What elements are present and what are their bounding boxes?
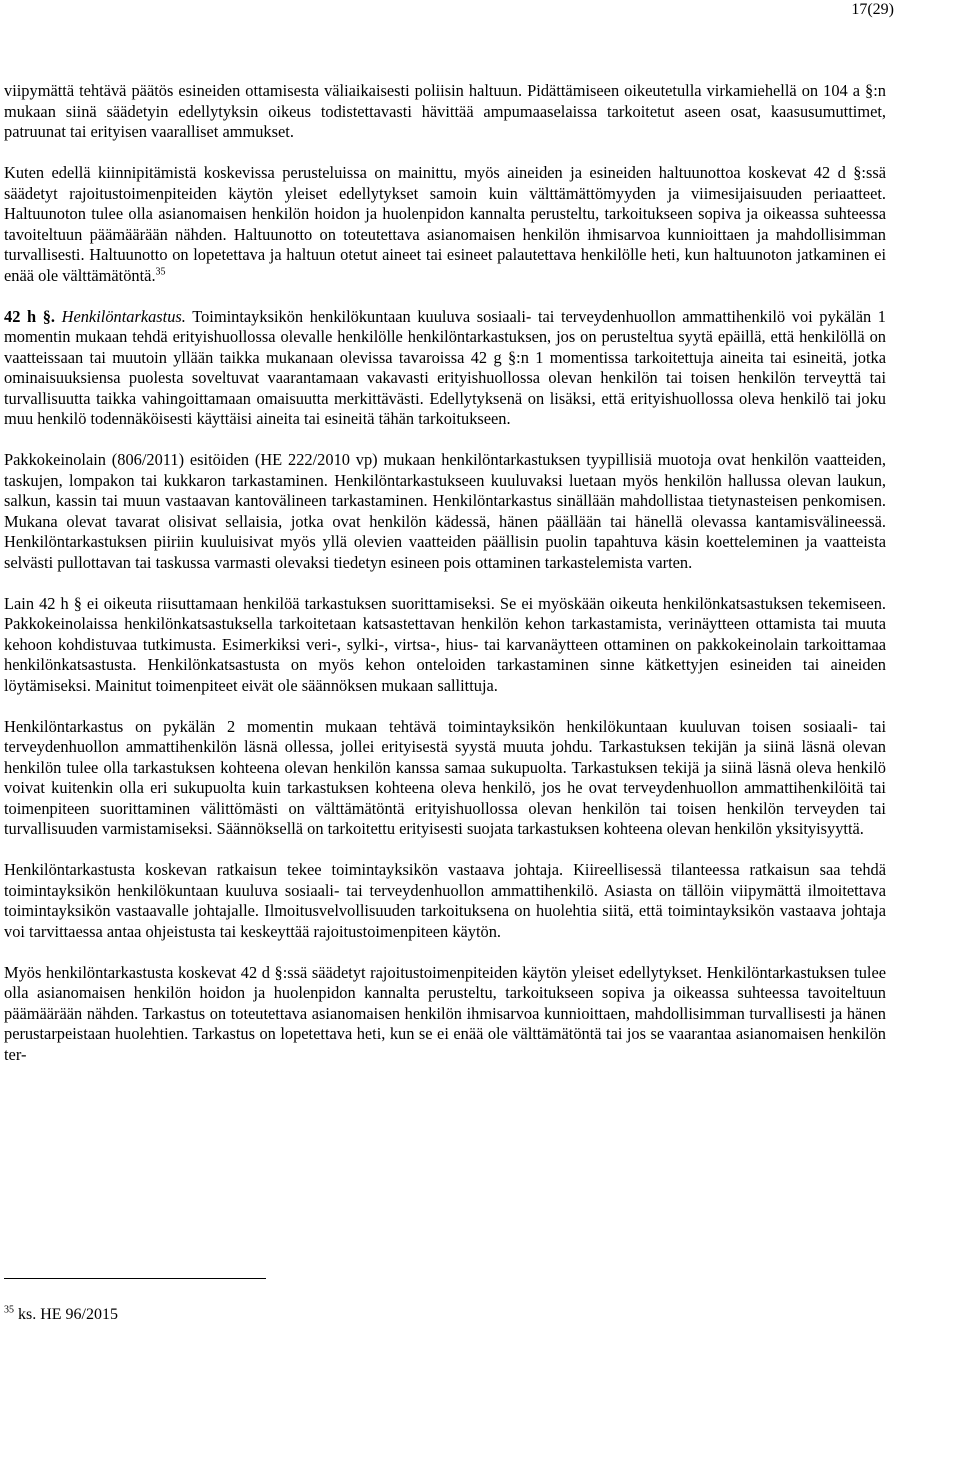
footnote	[4, 1305, 118, 1326]
paragraph-2	[4, 163, 886, 286]
document-body	[4, 81, 886, 1086]
page-number: 17(29)	[851, 1, 894, 18]
paragraph-8: Myös henkilöntarkastusta koskevat 42 d §:ssä säädetyt rajoitustoimenpiteiden käytön yleiset edellytykset. Henkilöntarkastuksen tulee olla asianomaisen henkilön hoidon ja huolenpidon kannalta perusteltu, tarkoitukseen sopiva ja oikeassa suhteessa tavoiteltuun päämäärään nähden. Tarkastus on toteutettava asianomaisen henkilön ihmisarvoa kunnioittaen, mahdollisimman turvallisesti ja hänen perustarpeistaan huolehtien. Tarkastus on lopetettava heti, kun se ei enää ole välttämätöntä tai jos se vaarantaa asianomaisen henkilön ter-	[4, 962, 886, 1064]
paragraph-7: Henkilöntarkastusta koskevan ratkaisun tekee toimintayksikön vastaava johtaja. Kiireellisessä tilanteessa ratkaisun saa tehdä toimintayksikön henkilökuntaan kuuluva sosiaali- tai terveydenhuollon ammattihenkilö. Asiasta on tällöin viipymättä ilmoitettava toimintayksikön vastaavalle johtajalle. Ilmoitusvelvollisuuden tarkoituksena on huolehtia siitä, että toimintayksikön vastaava johtaja voi tarvittaessa antaa ohjeistusta tai keskeyttää rajoitustoimenpiteen käytön.	[4, 860, 886, 941]
paragraph-4: Pakkokeinolain (806/2011) esitöiden (HE 222/2010 vp) mukaan henkilöntarkastuksen tyypillisiä muotoja ovat henkilön vaatteiden, taskujen, lompakon tai kukkaron tarkastaminen. Henkilöntarkastukseen kuuluvaksi luetaan myös henkilön hallussa olevan laukun, salkun, kassin tai muun vastaavan kantovälineen tarkastaminen. Henkilöntarkastus sinällään mahdollistaa tietynasteisen penkomisen. Mukana olevat tavarat olisivat sellaisia, jotka ovat henkilön kädessä, hänen päällään tai hänellä olevassa kantamisvälineessä. Henkilöntarkastuksen piiriin kuuluisivat myös yllä olevien vaatteiden päällisin puolin tapahtuva käsin koetteleminen ja vaatteista selvästi pullottavan tai taskussa varmasti olevaksi tiedetyn esineen pois ottaminen tarkastelemista varten.	[4, 450, 886, 572]
footnote-divider	[4, 1278, 266, 1279]
paragraph-1: viipymättä tehtävä päätös esineiden ottamisesta väliaikaisesti poliisin haltuun. Pidättämiseen oikeutetulla virkamiehellä on 104 a §:n mukaan siinä säädetyin edellytyksin oikeus todistettavasti hävittää ampumaaselaissa tarkoitetut aseen osat, kaasusumuttimet, patruunat tai erityisen vaaralliset ammukset.	[4, 81, 886, 141]
section-number: 42 h §.	[4, 306, 56, 326]
footnote-mark: 35	[4, 1304, 14, 1316]
footnote-text: ks. HE 96/2015	[14, 1306, 118, 1323]
paragraph-6: Henkilöntarkastus on pykälän 2 momentin mukaan tehtävä toimintayksikön henkilökuntaan kuuluvan toisen sosiaali- tai terveydenhuollon ammattihenkilön läsnä ollessa, jollei erityisestä syystä muuta johdu. Tarkastuksen tekijän ja siinä läsnä olevan henkilön tulee olla tarkastuksen kohteena olevan henkilön kanssa samaa sukupuolta. Tarkastuksen tekijä ja siinä läsnä oleva henkilö voivat kuitenkin olla eri sukupuolta kuin tarkastuksen kohteena oleva henkilö, jos he ovat terveydenhuollon ammattihenkilöitä tai toimenpiteen suorittaminen välittömästi on välttämätöntä erityishuollossa olevan henkilön tai toisen henkilön terveyden tai turvallisuuden varmistamiseksi. Säännöksellä on tarkoitettu erityisesti suojata tarkastuksen kohteena olevan henkilön yksityisyyttä.	[4, 716, 886, 838]
footnote-reference[interactable]: 35	[155, 266, 166, 278]
paragraph-5: Lain 42 h § ei oikeuta riisuttamaan henkilöä tarkastuksen suorittamiseksi. Se ei myöskään oikeuta henkilönkatsastuksen tekemiseen. Pakkokeinolaissa henkilönkatsastuksella tarkoitetaan katsastettavan henkilön kehon tarkastamista, verinäytteen ottamista tai muuta kehoon kohdistuvaa tutkimusta. Esimerkiksi veri-, sylki-, virtsa-, hius- tai karvanäytteen ottaminen on pakkokeinolain tarkoittamaa henkilönkatsastusta. Henkilönkatsastusta on myös kehon onteloiden tarkastaminen sinne kätkettyjen esineiden tai aineiden löytämiseksi. Mainitut toimenpiteet eivät ole säännöksen mukaan sallittuja.	[4, 593, 886, 695]
paragraph-3	[4, 307, 886, 430]
paragraph-2-text: Kuten edellä kiinnipitämistä koskevissa perusteluissa on mainittu, myös aineiden ja esineiden haltuunottoa koskevat 42 d §:ssä säädetyt rajoitustoimenpiteiden käytön yleiset edellytykset samoin kuin välttämättömyyden ja viimesijaisuuden periaatteet. Haltuunoton tulee olla asianomaisen henkilön hoidon ja huolenpidon kannalta perusteltu, tarkoitukseen sopiva ja oikeassa suhteessa tavoiteltuun päämäärään nähden. Haltuunotto on toteutettava asianomaisen henkilön ihmisarvoa kunnioittaen ja mahdollisimman turvallisesti. Haltuunotto on lopetettava ja haltuun otetut aineet tai esineet palautettava henkilölle heti, kun haltuunoton jatkaminen ei enää ole välttämätöntä.	[4, 163, 886, 285]
paragraph-3-text: Toimintayksikön henkilökuntaan kuuluva sosiaali- tai terveydenhuollon ammattihenkilö voi pykälän 1 momentin mukaan tehdä erityishuollossa olevalle henkilölle henkilöntarkastuksen, jos on perusteltua syytä epäillä, että henkilöllä on vaatteissaan tai muutoin yllään taikka mukanaan olevissa tavaroissa 42 g §:n 1 momentissa tarkoitettuja aineita tai esineitä, jotka ominaisuuksiensa puolesta soveltuvat vaarantamaan vakavasti erityishuollossa olevan henkilön tai toisen henkilön terveyttä tai turvallisuutta taikka vahingoittamaan omaisuutta merkittävästi. Edellytyksenä on lisäksi, että erityishuollossa oleva henkilö tai joku muu henkilö todennäköisesti käyttäisi aineita tai esineitä tähän tarkoitukseen.	[4, 306, 886, 428]
section-title: Henkilöntarkastus.	[61, 306, 186, 326]
